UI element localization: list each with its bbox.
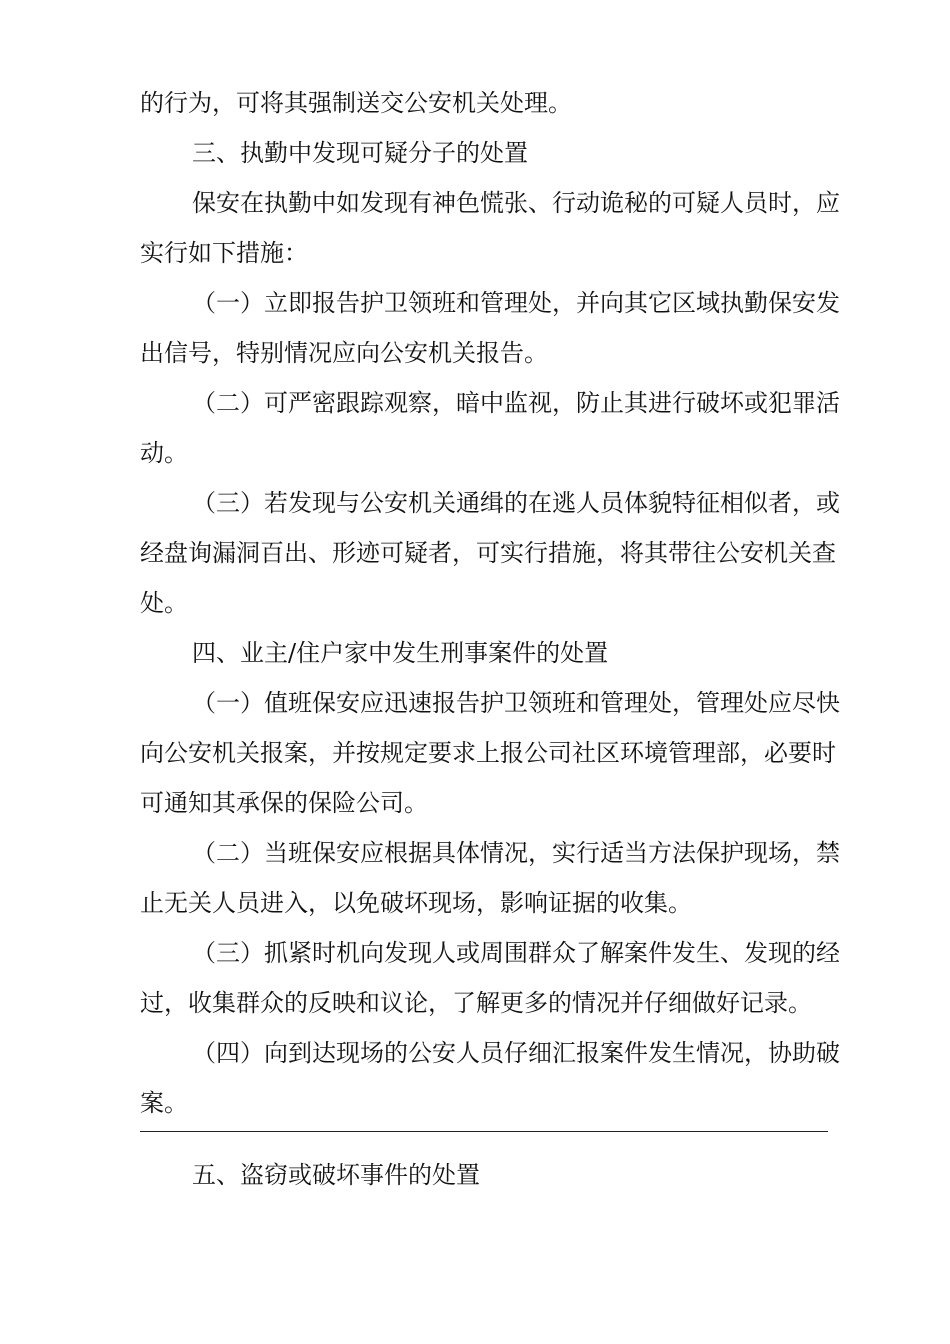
paragraph-line: （二）当班保安应根据具体情况，实行适当方法保护现场，禁 (192, 839, 840, 867)
paragraph-line: （二）可严密跟踪观察，暗中监视，防止其进行破坏或犯罪活 (192, 389, 840, 417)
paragraph-line: 止无关人员进入，以免破坏现场，影响证据的收集。 (140, 889, 692, 917)
paragraph-line: 可通知其承保的保险公司。 (140, 789, 428, 817)
section-heading-4: 四、业主/住户家中发生刑事案件的处置 (192, 639, 609, 667)
paragraph-line: 案。 (140, 1089, 188, 1117)
section-heading-3: 三、执勤中发现可疑分子的处置 (192, 139, 528, 167)
paragraph-line: （三）抓紧时机向发现人或周围群众了解案件发生、发现的经 (192, 939, 840, 967)
paragraph-line: 的行为，可将其强制送交公安机关处理。 (140, 89, 572, 117)
page-divider (140, 1131, 828, 1132)
paragraph-line: （三）若发现与公安机关通缉的在逃人员体貌特征相似者，或 (192, 489, 840, 517)
paragraph-line: （四）向到达现场的公安人员仔细汇报案件发生情况，协助破 (192, 1039, 840, 1067)
paragraph-line: 实行如下措施： (140, 239, 308, 267)
paragraph-line: 经盘询漏洞百出、形迹可疑者，可实行措施，将其带往公安机关查 (140, 539, 836, 567)
document-body (140, 78, 840, 1128)
section-heading-5: 五、盗窃或破坏事件的处置 (192, 1161, 480, 1189)
paragraph-line: 动。 (140, 439, 188, 467)
paragraph-line: 过，收集群众的反映和议论，了解更多的情况并仔细做好记录。 (140, 989, 812, 1017)
paragraph-line: 处。 (140, 589, 188, 617)
paragraph-line: （一）立即报告护卫领班和管理处，并向其它区域执勤保安发 (192, 289, 840, 317)
next-page-body (140, 1150, 828, 1200)
paragraph-line: 出信号，特别情况应向公安机关报告。 (140, 339, 548, 367)
paragraph-line: （一）值班保安应迅速报告护卫领班和管理处，管理处应尽快 (192, 689, 840, 717)
paragraph-line: 向公安机关报案，并按规定要求上报公司社区环境管理部，必要时 (140, 739, 836, 767)
paragraph-line: 保安在执勤中如发现有神色慌张、行动诡秘的可疑人员时，应 (192, 189, 840, 217)
